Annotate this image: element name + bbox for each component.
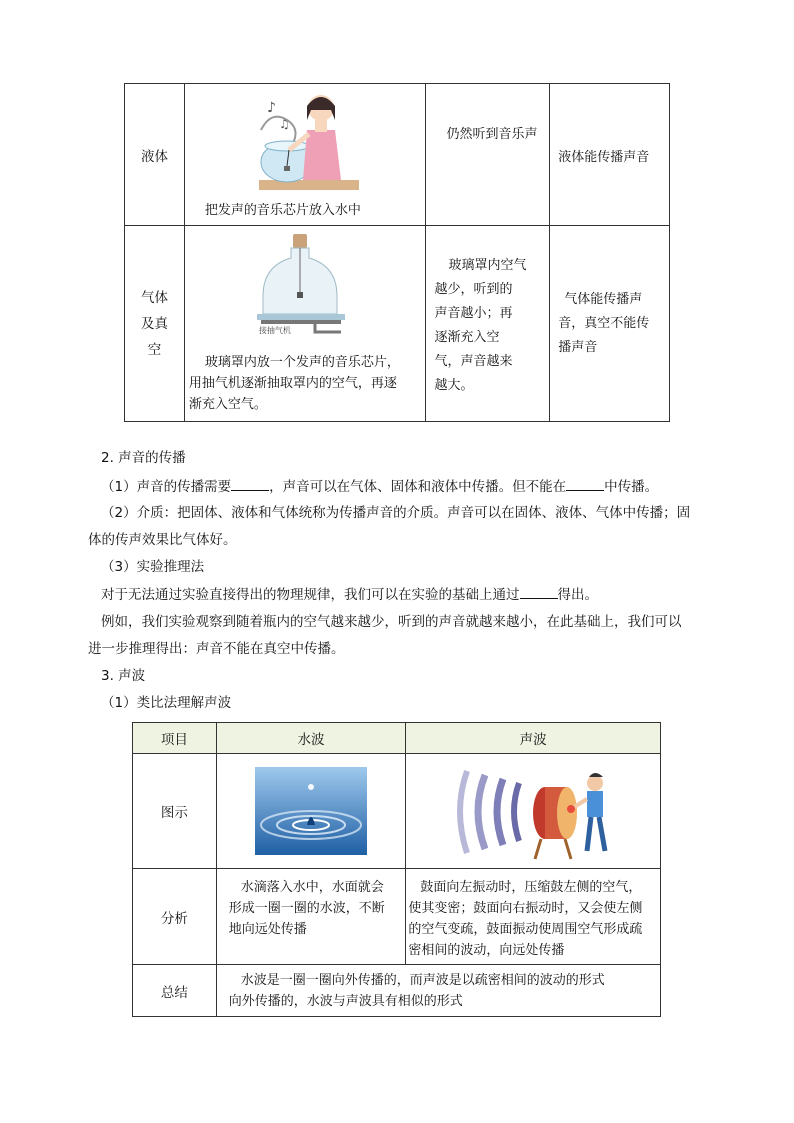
bell-jar-illustration [255,232,355,342]
phenomenon-gas-line: 越大。 [434,378,474,393]
experiment-cell-liquid [184,84,426,226]
girl-fishbowl-image [259,90,359,192]
girl-fishbowl-illustration [259,90,359,192]
experiment-caption-liquid: 把发声的音乐芯片放入水中 [204,203,361,218]
section2-p3 [101,584,598,605]
summary-cell [216,965,660,1017]
experiment-table [124,83,670,422]
water-analysis-cell [216,869,406,965]
header-water-wave: 水波 [216,723,406,754]
section2-p1 [101,476,658,497]
sound-analysis-line: 使其变密；鼓面向右振动时，又会使左侧 [408,901,643,916]
sound-analysis-line: 的空气变疏，鼓面振动使周围空气形成疏 [408,922,643,937]
sound-analysis-line: 密相间的波动，向远处传播 [408,943,565,958]
experiment-caption-gas-line: 玻璃罩内放一个发声的音乐芯片， [204,355,400,370]
conclusion-gas-line: 气体能传播声 [564,292,643,307]
water-analysis-line: 形成一圈一圈的水波，不断 [228,901,385,916]
water-ripple-image [255,767,367,855]
summary-line: 向外传播的，水波与声波具有相似的形式 [228,994,463,1009]
water-wave-image-cell [216,754,406,869]
section2-p2-line1: （2）介质：把固体、液体和气体统称为传播声音的介质。声音可以在固体、液体、气体中传播；固 [101,505,691,521]
p3-part-a: 对于无法通过实验直接得出的物理规律，我们可以在实验的基础上通过 [101,587,520,603]
drum-sound-wave-image [449,761,617,861]
conclusion-cell-gas [550,226,670,422]
conclusion-gas-line: 音，真空不能传 [558,316,650,331]
summary-line: 水波是一圈一圈向外传播的，而声波是以疏密相间的波动的形式 [240,973,605,988]
svg-text:♪: ♪ [266,100,276,116]
fill-blank-1 [231,476,269,491]
conclusion-cell-liquid [550,84,670,226]
section2-p4-line2: 进一步推理得出：声音不能在真空中传播。 [88,641,345,657]
sound-analysis-line: 鼓面向左振动时，压缩鼓左侧的空气， [420,880,642,895]
experiment-cell-gas [184,226,426,422]
wave-comparison-table [132,722,661,1017]
row-label-summary: 总结 [133,965,217,1017]
section3-subtitle: （1）类比法理解声波 [101,695,232,711]
section2-p3-title: （3）实验推理法 [101,559,205,575]
experiment-caption-gas-line: 用抽气机逐渐抽取罩内的空气，再逐 [188,376,397,391]
phenomenon-cell-gas [426,226,550,422]
row-label-analysis: 分析 [133,869,217,965]
bell-jar-label: 接抽气机 [258,326,291,335]
medium-gas-line: 及真 [140,315,168,332]
row-label-diagram: 图示 [133,754,217,869]
p1-part-c: 中传播。 [604,479,659,495]
p1-part-b: ，声音可以在气体、固体和液体中传播。但不能在 [269,479,567,495]
water-analysis-line: 水滴落入水中，水面就会 [240,880,384,895]
phenomenon-liquid: 仍然听到音乐声 [446,127,538,142]
p3-part-b: 得出。 [557,587,598,603]
conclusion-gas-line: 播声音 [558,340,598,355]
phenomenon-gas-line: 气，声音越来 [434,354,513,369]
phenomenon-gas-line: 玻璃罩内空气 [448,258,527,273]
section2-title: 2. 声音的传播 [101,450,186,466]
medium-gas-line: 气体 [140,289,168,306]
header-sound-wave: 声波 [406,723,661,754]
svg-text:♫: ♫ [278,117,290,131]
medium-gas-line: 空 [147,341,162,358]
conclusion-liquid: 液体能传播声音 [558,150,650,165]
p1-part-a: （1）声音的传播需要 [101,479,232,495]
sound-wave-image-cell [406,754,661,869]
sound-analysis-cell [406,869,661,965]
medium-liquid: 液体 [140,148,168,165]
phenomenon-gas-line: 越少，听到的 [434,282,513,297]
medium-cell-gas [125,226,185,422]
fill-blank-2 [566,476,604,491]
medium-cell-liquid [125,84,185,226]
section2-p2-line2: 体的传声效果比气体好。 [88,532,237,548]
phenomenon-gas-line: 声音越小；再 [434,306,513,321]
header-item: 项目 [133,723,217,754]
phenomenon-gas-line: 逐渐充入空 [434,330,500,345]
section2-p4-line1: 例如，我们实验观察到随着瓶内的空气越来越少，听到的声音就越来越小，在此基础上，我们可以 [101,614,682,630]
phenomenon-cell-liquid [426,84,550,226]
experiment-caption-gas-line: 渐充入空气。 [188,397,267,412]
section3-title: 3. 声波 [101,668,146,684]
water-analysis-line: 地向远处传播 [228,922,307,937]
fill-blank-3 [520,584,558,599]
